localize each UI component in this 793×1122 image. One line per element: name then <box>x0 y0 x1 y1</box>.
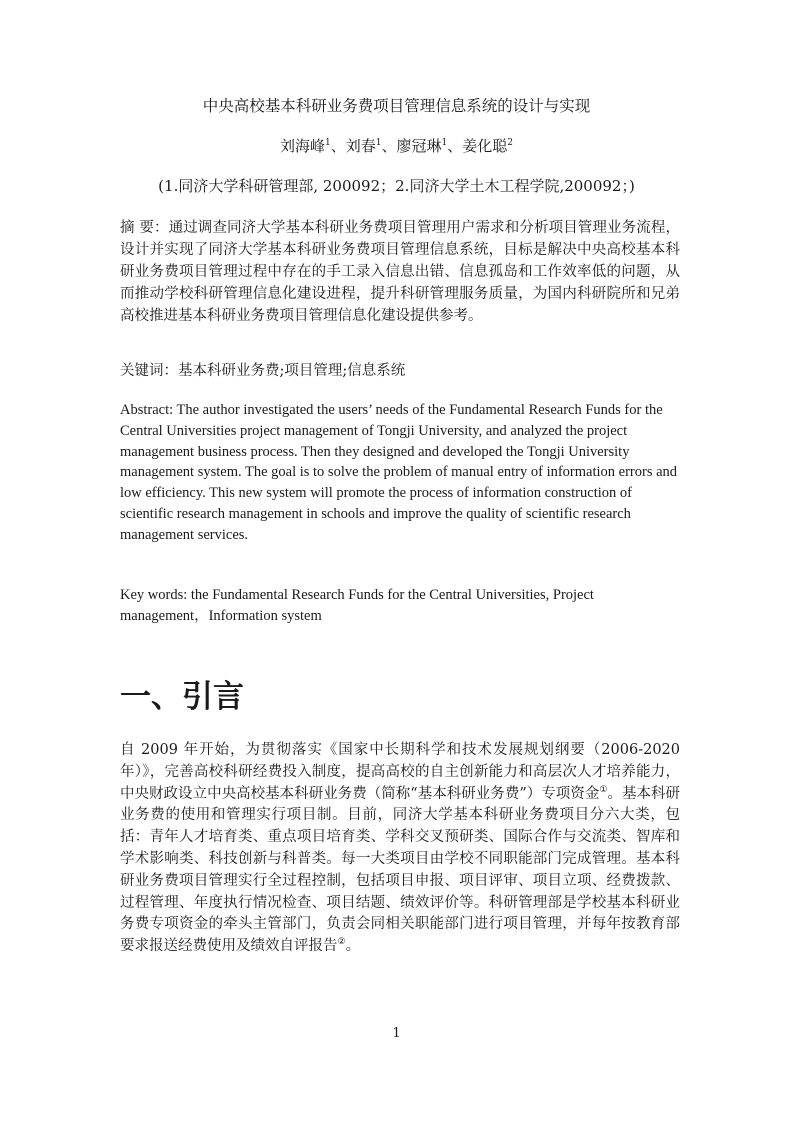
affiliation-marker: 1 <box>325 138 331 148</box>
paper-title: 中央高校基本科研业务费项目管理信息系统的设计与实现 <box>202 97 591 115</box>
footnote-marker: ② <box>337 937 346 948</box>
author-list <box>0 135 793 157</box>
page-number: 1 <box>392 1026 401 1041</box>
affiliation-marker: 1 <box>375 138 382 148</box>
abstract-chinese: 摘 要：通过调查同济大学基本科研业务费项目管理用户需求和分析项目管理业务流程，设计并实现了同济大学基本科研业务费项目管理信息系统，目标是解决中央高校基本科研业务费项目管理过程中存在的手工录入信息出错、信息孤岛和工作效率低的问题，从而推动学校科研管理信息化建设进程，提升科研管理服务质量，为国内科研院所和兄弟高校推进基本科研业务费项目管理信息化建设提供参考。 <box>120 220 680 324</box>
author-name: 刘海峰 <box>280 137 326 155</box>
keywords-chinese: 关键词：基本科研业务费;项目管理;信息系统 <box>120 363 406 379</box>
affiliation-marker: 1 <box>441 138 448 148</box>
abstract-english: Abstract: The author investigated the users’ needs of the Fundamental Research Funds for the Central Universities project management of Tongji University, and analyzed the project management business process. Then they designed and developed the Tongji University management system. The goal is to solve the problem of manual entry of information errors and low efficiency. This new system will promote the process of information construction of scientific research management in schools and improve the quality of scientific research management services. <box>120 402 678 543</box>
affiliation-marker: 2 <box>507 138 513 148</box>
intro-text: 自 2009 年开始，为贯彻落实《国家中长期科学和技术发展规划纲要（2006-2020 年）》，完善高校科研经费投入制度，提高高校的自主创新能力和高层次人才培养能力，中央财政设立中央高校基本科研业务费（简称“基本科研业务费”）专项资金 <box>120 742 680 802</box>
footnote-marker: ① <box>599 784 608 795</box>
author-name: 、姜化聪 <box>447 137 508 155</box>
author-name: 、廖冠琳 <box>381 137 442 155</box>
intro-paragraph <box>120 740 680 958</box>
author-name: 、刘春 <box>330 137 376 155</box>
section-heading: 一、引言 <box>120 679 244 715</box>
affiliations: (1.同济大学科研管理部, 200092；2.同济大学土木工程学院,200092；) <box>158 177 635 195</box>
intro-text: 。基本科研业务费的使用和管理实行项目制。目前，同济大学基本科研业务费项目分六大类，包括：青年人才培育类、重点项目培育类、学科交叉预研类、国际合作与交流类、智库和学术影响类、科技创新与科普类。每一大类项目由学校不同职能部门完成管理。基本科研业务费项目管理实行全过程控制，包括项目申报、项目评审、项目立项、经费拨款、过程管理、年度执行情况检查、项目结题、绩效评价等。科研管理部是学校基本科研业务费专项资金的牵头主管部门，负责会同相关职能部门进行项目管理，并每年按教育部要求报送经费使用及绩效自评报告 <box>120 785 680 955</box>
intro-text: 。 <box>345 938 361 955</box>
keywords-english: Key words: the Fundamental Research Funds for the Central Universities, Project management，Information system <box>120 587 594 624</box>
